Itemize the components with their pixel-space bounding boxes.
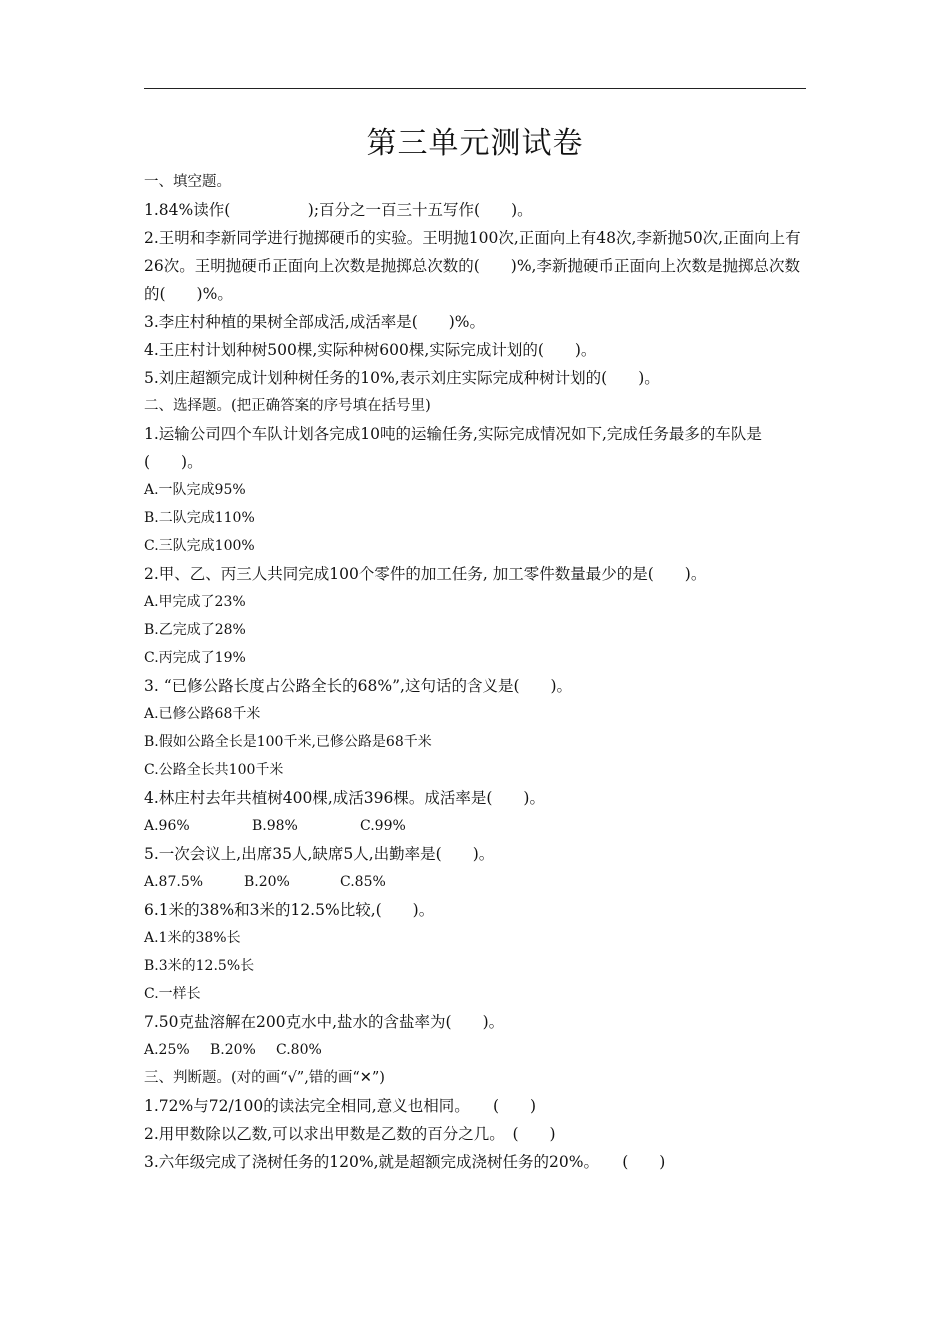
fill-question-4: 4.王庄村计划种树500棵,实际种树600棵,实际完成计划的( )。 bbox=[144, 341, 597, 359]
judge-question-2: 2.用甲数除以乙数,可以求出甲数是乙数的百分之几。 ( ) bbox=[144, 1125, 556, 1143]
choice-options-row bbox=[144, 812, 808, 840]
choice-question-5: 5.一次会议上,出席35人,缺席5人,出勤率是( )。 bbox=[144, 845, 495, 863]
choice-option: B.20% bbox=[210, 1042, 256, 1058]
choice-option: A.87.5% bbox=[144, 874, 204, 890]
choice-question-2: 2.甲、乙、丙三人共同完成100个零件的加工任务, 加工零件数量最少的是( )。 bbox=[144, 565, 707, 583]
choice-question-4: 4.林庄村去年共植树400棵,成活396棵。成活率是( )。 bbox=[144, 789, 545, 807]
section-heading-choice: 二、选择题。(把正确答案的序号填在括号里) bbox=[144, 398, 431, 414]
choice-option: C.99% bbox=[360, 818, 406, 834]
fill-question-3: 3.李庄村种植的果树全部成活,成活率是( )%。 bbox=[144, 313, 486, 331]
choice-option: A.25% bbox=[144, 1042, 190, 1058]
choice-options-row bbox=[144, 1036, 808, 1064]
judge-question-1: 1.72%与72/100的读法完全相同,意义也相同。 ( ) bbox=[144, 1097, 537, 1115]
choice-option: B.二队完成110% bbox=[144, 510, 255, 526]
choice-question-7: 7.50克盐溶解在200克水中,盐水的含盐率为( )。 bbox=[144, 1013, 505, 1031]
page-title: 第三单元测试卷 bbox=[366, 126, 584, 161]
choice-option: B.98% bbox=[252, 818, 298, 834]
choice-option: B.乙完成了28% bbox=[144, 622, 246, 638]
fill-question-1: 1.84%读作( );百分之一百三十五写作( )。 bbox=[144, 201, 533, 219]
judge-question-3: 3.六年级完成了浇树任务的120%,就是超额完成浇树任务的20%。 ( ) bbox=[144, 1153, 666, 1171]
section-heading-fill-blank: 一、填空题。 bbox=[144, 174, 231, 190]
section-heading-true-false: 三、判断题。(对的画“√”,错的画“✕”) bbox=[144, 1070, 385, 1086]
choice-option: B.3米的12.5%长 bbox=[144, 958, 255, 974]
choice-option: C.80% bbox=[276, 1042, 322, 1058]
choice-option: C.丙完成了19% bbox=[144, 650, 246, 666]
choice-option: A.1米的38%长 bbox=[144, 930, 241, 946]
choice-option: A.一队完成95% bbox=[144, 482, 246, 498]
choice-options-row bbox=[144, 868, 808, 896]
choice-option: B.20% bbox=[244, 874, 290, 890]
choice-option: C.公路全长共100千米 bbox=[144, 762, 284, 778]
choice-option: A.96% bbox=[144, 818, 190, 834]
choice-option: A.已修公路68千米 bbox=[144, 706, 261, 722]
choice-option: C.85% bbox=[340, 874, 386, 890]
choice-question-3: 3. “已修公路长度占公路全长的68%”,这句话的含义是( )。 bbox=[144, 677, 573, 695]
choice-option: A.甲完成了23% bbox=[144, 594, 246, 610]
fill-question-5: 5.刘庄超额完成计划种树任务的10%,表示刘庄实际完成种树计划的( )。 bbox=[144, 369, 660, 387]
choice-option: C.三队完成100% bbox=[144, 538, 255, 554]
fill-question-2: 2.王明和李新同学进行抛掷硬币的实验。王明抛100次,正面向上有48次,李新抛50次,正面向上有26次。王明抛硬币正面向上次数是抛掷总次数的( )%,李新抛硬币正面向上次数是抛掷总次数的( )%。 bbox=[144, 229, 801, 303]
choice-option: C.一样长 bbox=[144, 986, 201, 1002]
choice-option: B.假如公路全长是100千米,已修公路是68千米 bbox=[144, 734, 432, 750]
document-body bbox=[144, 168, 808, 1176]
choice-question-6: 6.1米的38%和3米的12.5%比较,( )。 bbox=[144, 901, 435, 919]
choice-question-1: 1.运输公司四个车队计划各完成10吨的运输任务,实际完成情况如下,完成任务最多的车队是( )。 bbox=[144, 425, 762, 471]
header-rule bbox=[144, 88, 806, 89]
